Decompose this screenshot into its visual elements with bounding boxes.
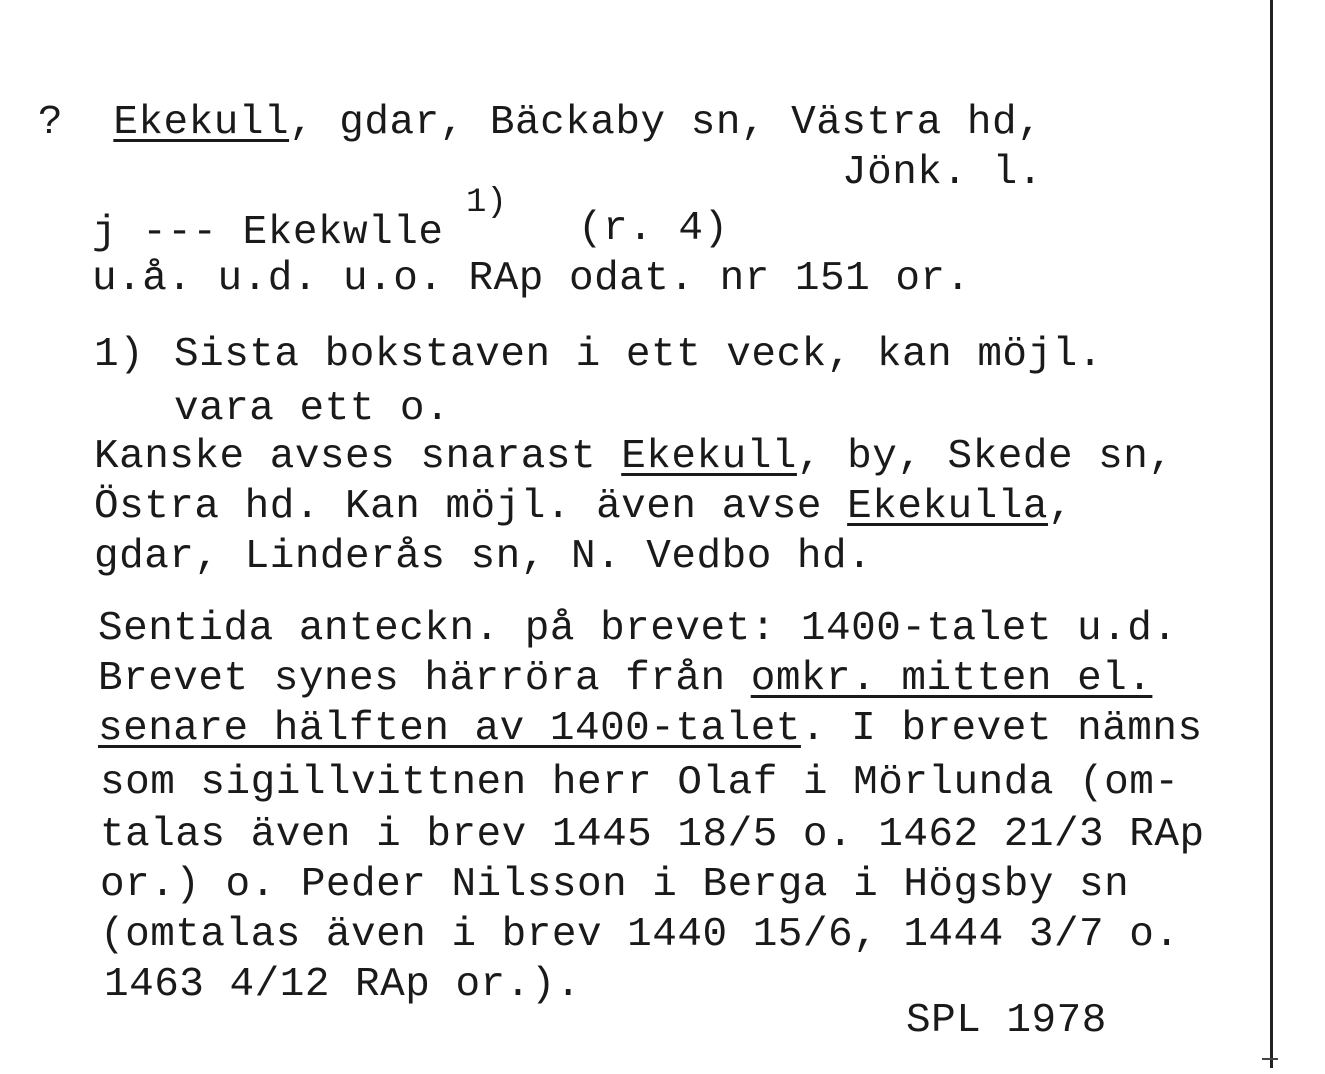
footnote-line-1: Sista bokstaven i ett veck, kan möjl. bbox=[174, 332, 1103, 378]
signature: SPL 1978 bbox=[906, 998, 1107, 1044]
identification-line-1 bbox=[94, 434, 1173, 480]
dating-underlined: senare hälften av 1400-talet bbox=[98, 706, 801, 752]
dating-line-2 bbox=[98, 656, 1152, 702]
dating-line-1: Sentida anteckn. på brevet: 1400-talet u.d. bbox=[98, 606, 1178, 652]
dating-underlined: omkr. mitten el. bbox=[750, 656, 1153, 702]
footnote-marker: 1) bbox=[94, 332, 145, 378]
dating-line-3 bbox=[98, 706, 1203, 752]
card-right-edge bbox=[1270, 0, 1273, 1068]
dating-line-8: 1463 4/12 RAp or.). bbox=[104, 962, 581, 1008]
headword-description: , gdar, Bäckaby sn, Västra hd, bbox=[289, 100, 1043, 146]
source-form: j --- Ekekwlle bbox=[92, 210, 444, 256]
footnote-reference: 1) bbox=[466, 184, 507, 222]
identification-text: Kanske avses snarast bbox=[94, 434, 622, 480]
dating-line-7: (omtalas även i brev 1440 15/6, 1444 3/7 o. bbox=[100, 912, 1180, 958]
query-mark: ? bbox=[38, 100, 64, 146]
archive-reference: u.å. u.d. u.o. RAp odat. nr 151 or. bbox=[92, 256, 971, 302]
place-name-ekekulla: Ekekulla bbox=[847, 484, 1048, 530]
footnote-line-2: vara ett o. bbox=[174, 386, 451, 432]
dating-line-5: talas även i brev 1445 18/5 o. 1462 21/3 RAp bbox=[100, 812, 1205, 858]
dating-line-4: som sigillvittnen herr Olaf i Mörlunda (om- bbox=[100, 760, 1180, 806]
place-name-ekekull: Ekekull bbox=[621, 434, 797, 480]
header-line bbox=[38, 100, 1042, 146]
identification-text: Östra hd. Kan möjl. även avse bbox=[94, 484, 848, 530]
county-line: Jönk. l. bbox=[842, 150, 1043, 196]
identification-line-3: gdar, Linderås sn, N. Vedbo hd. bbox=[94, 534, 873, 580]
card-corner-mark bbox=[1262, 1058, 1278, 1060]
dating-text: Brevet synes härröra från bbox=[98, 656, 751, 702]
row-reference: (r. 4) bbox=[578, 206, 729, 252]
dating-line-6: or.) o. Peder Nilsson i Berga i Högsby sn bbox=[100, 862, 1130, 908]
identification-line-2 bbox=[94, 484, 1073, 530]
dating-text: . I brevet nämns bbox=[800, 706, 1203, 752]
identification-text: , bbox=[1047, 484, 1074, 530]
identification-text: , by, Skede sn, bbox=[796, 434, 1174, 480]
headword: Ekekull bbox=[113, 100, 290, 146]
